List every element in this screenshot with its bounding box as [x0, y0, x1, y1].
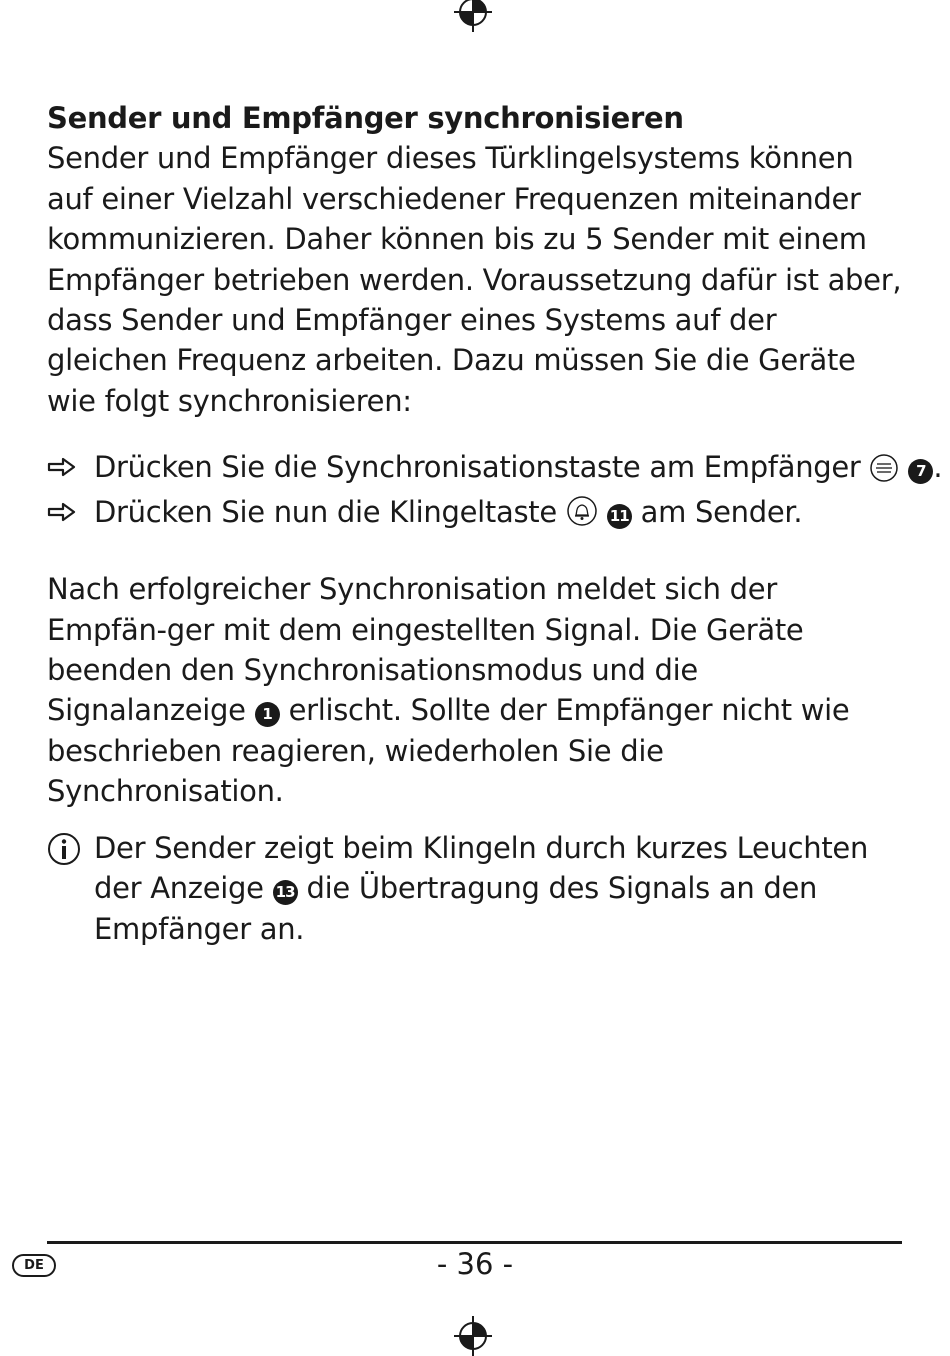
result-text-end: erlischt. Sollte der Empfänger nicht wie beschrieben reagieren, wiederholen Sie die Synchronisation. [47, 693, 850, 809]
section-heading: Sender und Empfänger synchronisieren [47, 101, 684, 135]
registration-mark-icon [451, 0, 495, 32]
bell-button-icon [566, 494, 598, 528]
page-number: - 36 - [436, 1247, 514, 1281]
language-badge: DE [12, 1254, 56, 1277]
list-item [47, 445, 943, 490]
note-text-end: die Übertragung des Signals an den Empfänger an. [94, 871, 818, 946]
reference-number-badge: 1 [255, 702, 280, 727]
arrow-right-icon [47, 457, 77, 477]
step-text-end: am Sender. [640, 494, 803, 529]
reference-number-badge: 7 [908, 459, 933, 484]
result-paragraph [47, 569, 902, 811]
step-text: Drücken Sie die Synchronisationstaste am Empfänger [94, 450, 861, 485]
info-icon [47, 832, 81, 866]
note-text: Der Sender zeigt beim Klingeln durch kurzes Leuchten der Anzeige [94, 830, 869, 906]
page-content [47, 98, 943, 949]
sync-button-icon [869, 453, 899, 483]
step-text: Drücken Sie nun die Klingeltaste [94, 494, 557, 529]
reference-number-badge: 13 [273, 880, 298, 905]
registration-mark-icon [451, 1316, 495, 1356]
result-text: Nach erfolgreicher Synchronisation meldet sich der Empfän-ger mit dem eingestellten Signal. Die Geräte beenden den Synchronisationsmodus und die Signalanzeige [47, 572, 804, 728]
list-item [47, 490, 902, 535]
step-list [47, 445, 943, 534]
arrow-right-icon [47, 502, 77, 522]
intro-paragraph: Sender und Empfänger dieses Türklingelsystems können auf einer Vielzahl verschiedener Frequenzen miteinander kommunizieren. Daher können bis zu 5 Sender mit einem Empfänger betrieben werden. Voraussetzung dafür ist aber, dass Sender und Empfänger eines Systems auf der gleichen Frequenz arbeiten. Dazu müssen Sie die Geräte wie folgt synchronisieren: [47, 141, 902, 418]
info-note [47, 828, 902, 949]
step-text-end: . [933, 450, 943, 485]
reference-number-badge: 11 [607, 504, 632, 529]
